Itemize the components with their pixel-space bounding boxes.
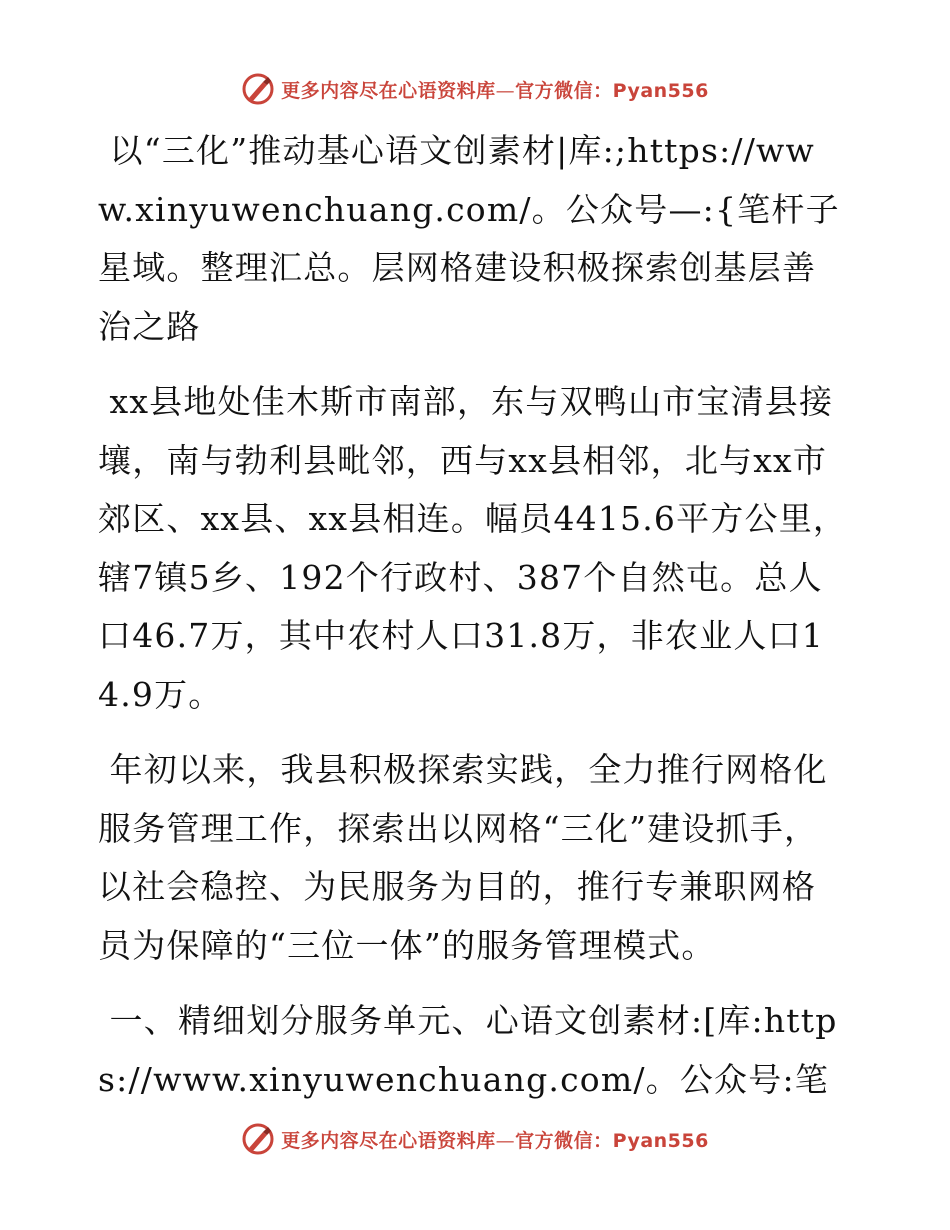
pen-logo-icon: [241, 72, 275, 106]
paragraph-title: 以“三化”推动基心语文创素材|库:;https://www.xinyuwenchuang.com/。公众号—:{笔杆子星域。整理汇总。层网格建设积极探索创基层善治之路: [98, 131, 840, 346]
watermark-site-text: 更多内容尽在心语资料库: [281, 79, 496, 102]
pen-logo-icon: [241, 1122, 275, 1156]
paragraph-section-one: 一、精细划分服务单元、心语文创素材:[库:https://www.xinyuwenchuang.com/。公众号:笔: [98, 1001, 838, 1099]
watermark-dash: —: [495, 79, 516, 102]
watermark-contact-text: 官方微信：Pyan556: [515, 1129, 709, 1152]
paragraph-practice: 年初以来，我县积极探索实践，全力推行网格化服务管理工作，探索出以网格“三化”建设抓手，以社会稳控、为民服务为目的，推行专兼职网格员为保障的“三位一体”的服务管理模式。: [98, 750, 828, 965]
document-body: [98, 122, 850, 1126]
watermark-dash: —: [495, 1129, 516, 1152]
watermark-contact-text: 官方微信：Pyan556: [515, 79, 709, 102]
footer-watermark: [0, 1122, 950, 1156]
paragraph-overview: xx县地处佳木斯市南部，东与双鸭山市宝清县接壤，南与勃利县毗邻，西与xx县相邻，北与xx市郊区、xx县、xx县相连。幅员4415.6平方公里，辖7镇5乡、192个行政村、387个自然屯。总人口46.7万，其中农村人口31.8万，非农业人口14.9万。: [98, 382, 848, 714]
watermark-site-text: 更多内容尽在心语资料库: [281, 1129, 496, 1152]
header-watermark: [0, 72, 950, 106]
